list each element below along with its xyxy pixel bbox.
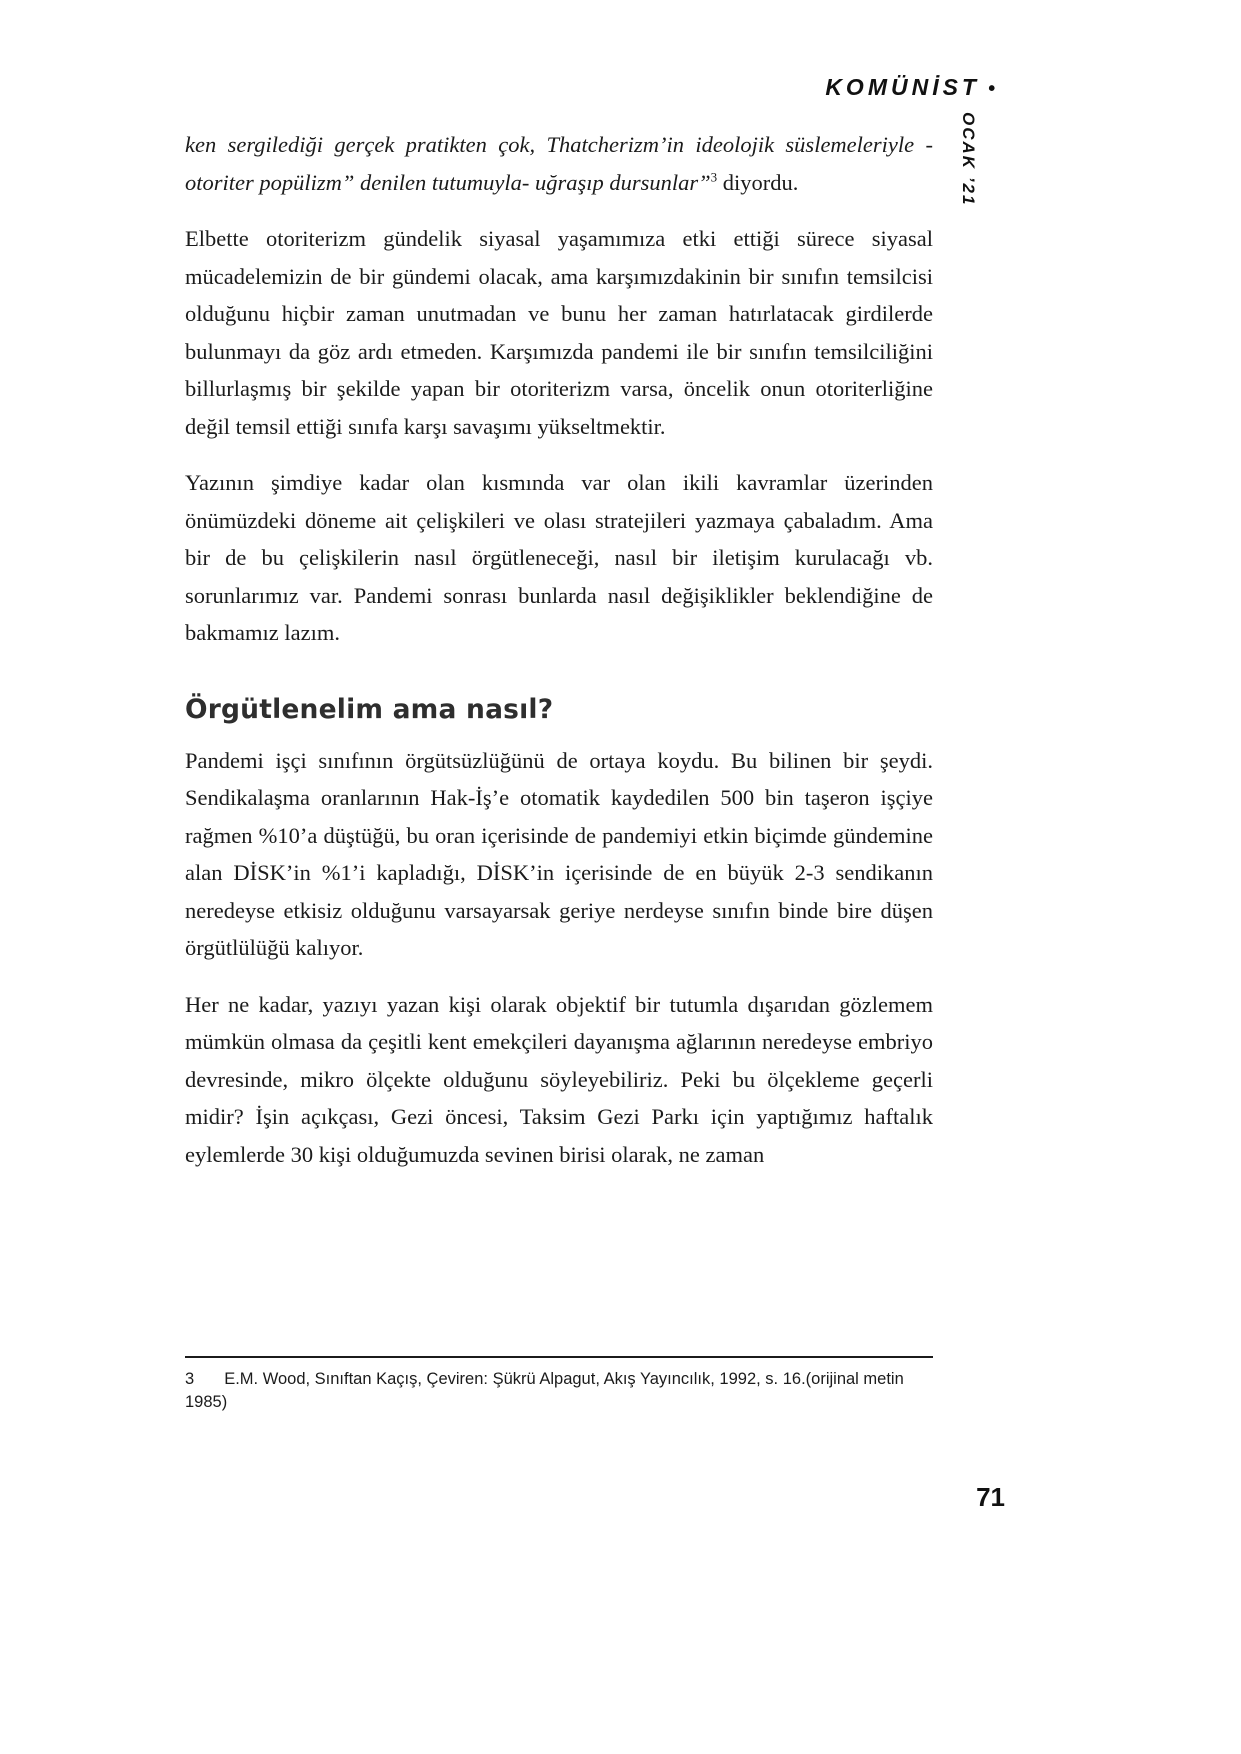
journal-name: KOMÜNİST	[825, 74, 980, 100]
paragraph-4: Pandemi işçi sınıfının örgütsüzlüğünü de ortaya koydu. Bu bilinen bir şeydi. Sendikalaşma oranlarının Hak-İş’e otomatik kaydedilen 500 bin taşeron işçiye rağmen %10’a düştüğü, bu oran içerisinde de pandemiyi etkin biçimde gündemine alan DİSK’in %1’i kapladığı, DİSK’in içerisinde de en büyük 2-3 sendikanın neredeyse etkisiz olduğunu varsayarsak geriye nerdeyse sınıfın binde bire düşen örgütlülüğü kalıyor.	[185, 747, 933, 960]
page-number: 71	[976, 1482, 1005, 1512]
footnote-text: E.M. Wood, Sınıftan Kaçış, Çeviren: Şükrü Alpagut, Akış Yayıncılık, 1992, s. 16.(orijinal metin 1985)	[185, 1370, 904, 1411]
paragraph-5: Her ne kadar, yazıyı yazan kişi olarak objektif bir tutumla dışarıdan gözlemem mümkün olmasa da çeşitli kent emekçileri dayanışma ağlarının neredeyse embriyo devresinde, mikro ölçekte olduğunu söyleyebiliriz. Peki bu ölçekleme geçerli midir? İşin açıkçası, Gezi öncesi, Taksim Gezi Parkı için yaptığımız haftalık eylemlerde 30 kişi olduğumuzda sevinen birisi olarak, ne zaman	[185, 991, 933, 1167]
journal-bullet: •	[987, 78, 995, 100]
issue-date: OCAK ’21	[959, 112, 978, 207]
article-body	[185, 126, 933, 1192]
footnote-reference: 3	[710, 169, 718, 184]
paragraph-quote	[185, 126, 933, 201]
quote-attribution: diyordu.	[717, 169, 799, 195]
quote-italic-text: ken sergilediği gerçek pratikten çok, Thatcherizm’in ideolojik süslemeleriyle -otoriter popülizm” denilen tutumuyla- uğraşıp dursunlar”	[185, 132, 933, 195]
paragraph-2: Elbette otoriterizm gündelik siyasal yaşamımıza etki ettiği sürece siyasal mücadelemizin de bir gündemi olacak, ama karşımızdakinin bir sınıfın temsilcisi olduğunu hiçbir zaman unutmadan ve bunu her zaman hatırlatacak girdilerde bulunmayı da göz ardı etmeden. Karşımızda pandemi ile bir sınıfın temsilciliğini billurlaşmış bir şekilde yapan bir otoriterizm varsa, öncelik onun otoriterliğine değil temsil ettiği sınıfa karşı savaşımı yükseltmektir.	[185, 226, 933, 439]
section-heading: Örgütlenelim ama nasıl?	[185, 693, 554, 725]
footnote-divider	[185, 1356, 933, 1358]
journal-title	[825, 74, 995, 101]
footnote	[185, 1368, 933, 1414]
footnote-number: 3	[185, 1370, 195, 1388]
footnote-block	[185, 1356, 933, 1414]
paragraph-3: Yazının şimdiye kadar olan kısmında var olan ikili kavramlar üzerinden önümüzdeki döneme ait çelişkileri ve olası stratejileri yazmaya çabaladım. Ama bir de bu çelişkilerin nasıl örgütleneceği, nasıl bir iletişim kurulacağı vb. sorunlarımız var. Pandemi sonrası bunlarda nasıl değişiklikler beklendiğine de bakmamız lazım.	[185, 470, 933, 645]
